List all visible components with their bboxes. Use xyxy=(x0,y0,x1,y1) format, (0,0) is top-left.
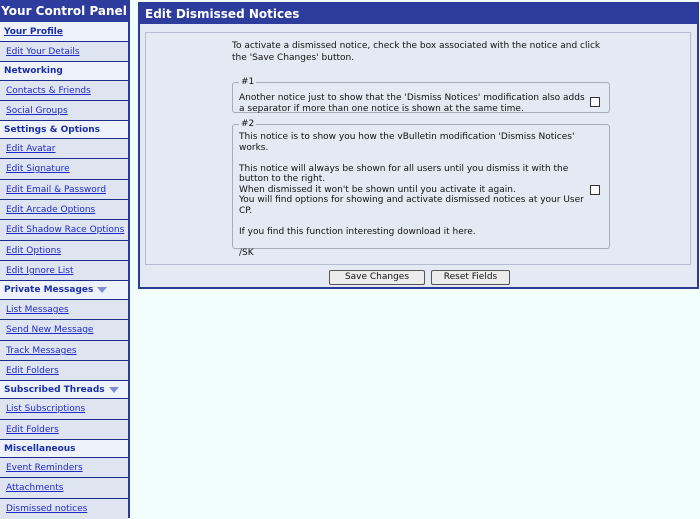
sidebar-item-attachments[interactable] xyxy=(0,478,128,499)
control-panel-sidebar xyxy=(0,0,130,518)
sidebar-item-event-reminders[interactable] xyxy=(0,458,128,478)
notice-checkbox[interactable] xyxy=(590,97,600,107)
sidebar-category-label: Networking xyxy=(4,66,63,76)
notice-2 xyxy=(232,119,610,258)
sidebar-category-label: Your Profile xyxy=(4,27,63,37)
collapse-icon[interactable] xyxy=(109,387,119,393)
page-title: Edit Dismissed Notices xyxy=(140,4,697,24)
sidebar-category-label: Private Messages xyxy=(4,285,94,295)
sidebar-item-label: List Messages xyxy=(6,305,69,315)
sidebar-item-edit-signature[interactable] xyxy=(0,159,128,180)
sidebar-item-label: Edit Signature xyxy=(6,164,70,174)
notice-legend: #2 xyxy=(241,119,255,129)
sidebar-item-edit-folders[interactable] xyxy=(0,361,128,381)
sidebar-item-label: Edit Your Details xyxy=(6,47,80,57)
notice-paragraph: This notice will always be shown for all users until you dismiss it with the button to the right. When dismissed it won't be shown until you activate it again. You will find options for showing and activate dismissed notices at your User CP. xyxy=(239,163,584,216)
notice-text xyxy=(239,132,585,258)
intro-text: To activate a dismissed notice, check the box associated with the notice and click the 'Save Changes' button. xyxy=(232,41,601,63)
sidebar-item-contacts-friends[interactable] xyxy=(0,81,128,101)
sidebar-item-label: Track Messages xyxy=(6,346,77,356)
sidebar-item-label: Edit Folders xyxy=(6,366,59,376)
sidebar-category-private-messages[interactable] xyxy=(0,281,128,300)
notice-paragraph: If you find this function interesting download it here. xyxy=(239,226,476,237)
notice-legend: #1 xyxy=(241,77,255,87)
sidebar-item-label: Edit Avatar xyxy=(6,144,56,154)
sidebar-item-list-messages[interactable] xyxy=(0,300,128,320)
sidebar-category-label: Settings & Options xyxy=(4,125,101,135)
sidebar-category-networking xyxy=(0,62,128,81)
sidebar-item-edit-ignore-list[interactable] xyxy=(0,261,128,281)
sidebar-item-edit-shadow-race-options[interactable] xyxy=(0,220,128,241)
sidebar-item-label: Event Reminders xyxy=(6,463,83,473)
sidebar-item-track-messages[interactable] xyxy=(0,341,128,361)
notice-checkbox[interactable] xyxy=(590,185,600,195)
sidebar-item-label: Edit Arcade Options xyxy=(6,205,96,215)
sidebar-title: Your Control Panel xyxy=(0,0,128,22)
sidebar-item-label: Send New Message xyxy=(6,325,94,335)
sidebar-item-edit-your-details[interactable] xyxy=(0,42,128,62)
notice-paragraph: Another notice just to show that the 'Dismiss Notices' modification also adds a separator if more than one notice is shown at the same time. xyxy=(239,93,585,114)
sidebar-item-label: Edit Email & Password xyxy=(6,185,107,195)
sidebar-item-label: Edit Folders xyxy=(6,425,59,435)
notice-paragraph: /SK xyxy=(239,247,254,258)
save-changes-button[interactable]: Save Changes xyxy=(329,270,425,285)
sidebar-item-label: Dismissed notices xyxy=(6,504,88,514)
sidebar-item-label: Social Groups xyxy=(6,106,68,116)
sidebar-item-send-new-message[interactable] xyxy=(0,320,128,341)
sidebar-category-settings-options xyxy=(0,121,128,139)
sidebar-category-your-profile[interactable] xyxy=(0,22,128,42)
sidebar-item-edit-email-password[interactable] xyxy=(0,180,128,200)
sidebar-item-label: Attachments xyxy=(6,483,64,493)
notice-text xyxy=(239,93,585,114)
sidebar-category-label: Subscribed Threads xyxy=(4,385,105,395)
sidebar-item-social-groups[interactable] xyxy=(0,101,128,121)
reset-fields-button[interactable]: Reset Fields xyxy=(431,270,510,285)
sidebar-item-label: Edit Ignore List xyxy=(6,266,74,276)
sidebar-category-label: Miscellaneous xyxy=(4,444,76,454)
sidebar-item-edit-folders-subscriptions[interactable] xyxy=(0,420,128,440)
sidebar-item-edit-arcade-options[interactable] xyxy=(0,200,128,220)
collapse-icon[interactable] xyxy=(97,287,107,293)
sidebar-item-dismissed-notices[interactable] xyxy=(0,499,128,519)
notices-form xyxy=(145,32,691,265)
sidebar-item-label: Edit Shadow Race Options xyxy=(6,225,125,235)
notice-paragraph: This notice is to show you how the vBulletin modification 'Dismiss Notices' works. xyxy=(239,132,575,153)
sidebar-category-miscellaneous xyxy=(0,440,128,458)
edit-dismissed-notices-panel xyxy=(138,2,699,289)
notice-1 xyxy=(232,77,610,113)
sidebar-category-subscribed-threads[interactable] xyxy=(0,381,128,399)
sidebar-item-edit-options[interactable] xyxy=(0,241,128,261)
sidebar-item-label: List Subscriptions xyxy=(6,404,86,414)
sidebar-item-list-subscriptions[interactable] xyxy=(0,399,128,420)
sidebar-item-label: Edit Options xyxy=(6,246,62,256)
sidebar-item-edit-avatar[interactable] xyxy=(0,139,128,159)
sidebar-item-label: Contacts & Friends xyxy=(6,86,91,96)
